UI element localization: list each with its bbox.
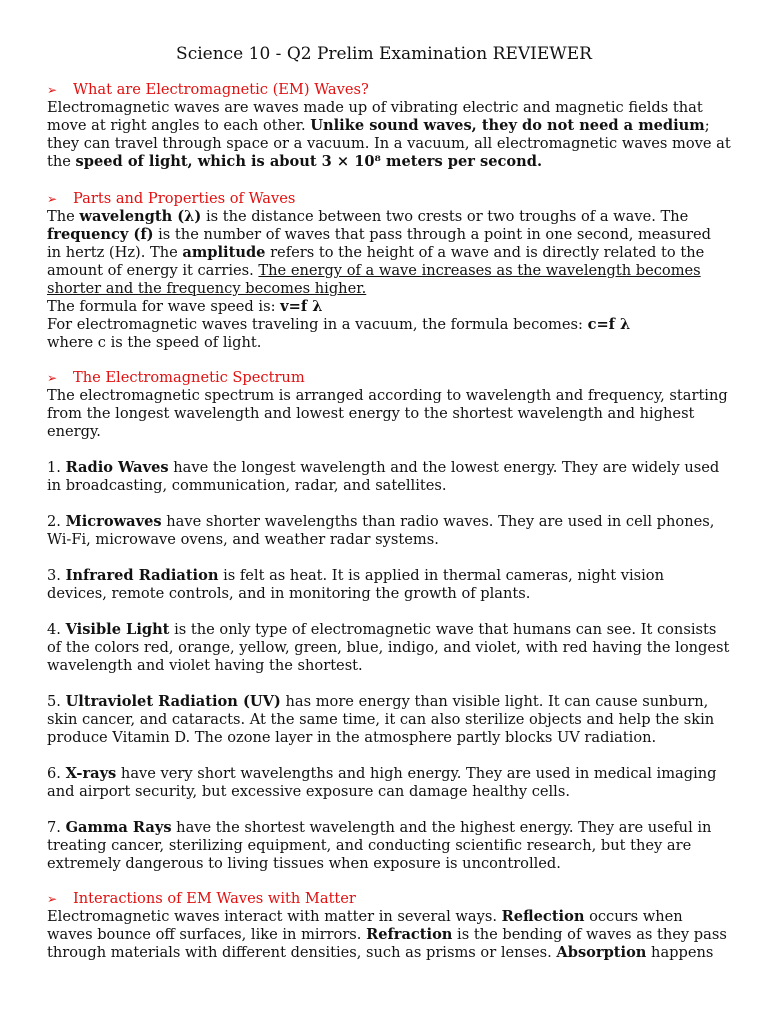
bold-text: frequency (f) (47, 226, 154, 243)
paragraph-line: of the colors red, orange, yellow, green, blue, indigo, and violet, with red having the longest (47, 639, 730, 656)
paragraph-line (47, 693, 737, 711)
paragraph-line (47, 459, 737, 477)
spectrum-item-infrared (47, 567, 737, 603)
text-run: has more energy than visible light. It can cause sunburn, (280, 693, 709, 710)
underlined-text: The energy of a wave increases as the wavelength becomes (258, 262, 701, 279)
section-heading (47, 81, 737, 99)
paragraph-line (47, 926, 737, 944)
spectrum-item-gamma (47, 819, 737, 873)
arrow-bullet-icon: ➢ (47, 892, 58, 906)
bold-term: Infrared Radiation (65, 567, 219, 584)
text-run: have shorter wavelengths than radio waves. They are used in cell phones, (161, 513, 715, 530)
paragraph-line: and airport security, but excessive exposure can damage healthy cells. (47, 783, 570, 800)
text-run: For electromagnetic waves traveling in a vacuum, the formula becomes: (47, 316, 588, 333)
spectrum-item-microwaves (47, 513, 737, 549)
section-heading-text: The Electromagnetic Spectrum (73, 369, 305, 386)
paragraph-line: in broadcasting, communication, radar, and satellites. (47, 477, 447, 494)
underlined-text: shorter and the frequency becomes higher. (47, 280, 367, 297)
section-heading (47, 190, 737, 208)
arrow-bullet-icon: ➢ (47, 83, 58, 97)
bold-text: wavelength (λ) (79, 208, 202, 225)
paragraph-line (47, 944, 737, 962)
spectrum-item-radio (47, 459, 737, 495)
item-number: 4. (47, 621, 66, 638)
text-run: through materials with different densities, such as prisms or lenses. (47, 944, 557, 961)
paragraph-line (47, 298, 737, 316)
bold-term: Reflection (501, 908, 585, 925)
bold-term: X-rays (65, 765, 117, 782)
paragraph-line (47, 819, 737, 837)
text-run: have the shortest wavelength and the highest energy. They are useful in (171, 819, 712, 836)
bold-text: speed of light, which is about 3 × 10⁸ meters per second. (75, 153, 543, 170)
section-interactions (47, 890, 737, 962)
text-run: amount of energy it carries. (47, 262, 259, 279)
text-run: waves bounce off surfaces, like in mirrors. (47, 926, 367, 943)
bold-term: Visible Light (65, 621, 170, 638)
text-run: is the distance between two crests or two troughs of a wave. The (201, 208, 689, 225)
paragraph-line: Electromagnetic waves are waves made up of vibrating electric and magnetic fields that (47, 99, 703, 116)
item-number: 1. (47, 459, 66, 476)
formula: c=f λ (587, 316, 631, 333)
item-number: 6. (47, 765, 66, 782)
bold-term: Absorption (556, 944, 647, 961)
formula: v=f λ (280, 298, 323, 315)
text-run: is the only type of electromagnetic wave that humans can see. It consists (169, 621, 717, 638)
text-run: have the longest wavelength and the lowest energy. They are widely used (168, 459, 720, 476)
paragraph-line (47, 153, 737, 171)
paragraph-line (47, 513, 737, 531)
paragraph-line (47, 208, 737, 226)
paragraph-line: skin cancer, and cataracts. At the same time, it can also sterilize objects and help the skin (47, 711, 715, 728)
paragraph-line (47, 908, 737, 926)
bold-term: Refraction (366, 926, 453, 943)
item-number: 5. (47, 693, 66, 710)
text-run: ; (704, 117, 710, 134)
section-heading (47, 890, 737, 908)
arrow-bullet-icon: ➢ (47, 371, 58, 385)
section-parts-properties (47, 190, 737, 352)
bold-term: Ultraviolet Radiation (UV) (65, 693, 281, 710)
text-run: is the number of waves that pass through a point in one second, measured (153, 226, 711, 243)
paragraph-line: The electromagnetic spectrum is arranged according to wavelength and frequency, starting (47, 387, 728, 404)
spectrum-item-ultraviolet (47, 693, 737, 747)
paragraph-line (47, 262, 737, 280)
spectrum-item-xrays (47, 765, 737, 801)
paragraph-line: where c is the speed of light. (47, 334, 262, 351)
text-run: is the bending of waves as they pass (452, 926, 727, 943)
paragraph-line: Wi-Fi, microwave ovens, and weather radar systems. (47, 531, 439, 548)
bold-text: Unlike sound waves, they do not need a medium (310, 117, 705, 134)
text-run: refers to the height of a wave and is directly related to the (265, 244, 705, 261)
text-run: occurs when (584, 908, 683, 925)
section-heading (47, 369, 737, 387)
paragraph-line: devices, remote controls, and in monitoring the growth of plants. (47, 585, 531, 602)
paragraph-line (47, 117, 737, 135)
text-run: happens (646, 944, 714, 961)
paragraph-line (47, 244, 737, 262)
spectrum-item-visible-light (47, 621, 737, 675)
item-number: 2. (47, 513, 66, 530)
paragraph-line: produce Vitamin D. The ozone layer in the atmosphere partly blocks UV radiation. (47, 729, 657, 746)
paragraph-line (47, 280, 737, 298)
text-run: The formula for wave speed is: (47, 298, 281, 315)
text-run: in hertz (Hz). The (47, 244, 183, 261)
paragraph-line (47, 316, 737, 334)
arrow-bullet-icon: ➢ (47, 192, 58, 206)
text-run: the (47, 153, 76, 170)
paragraph-line: extremely dangerous to living tissues when exposure is uncontrolled. (47, 855, 561, 872)
text-run: is felt as heat. It is applied in thermal cameras, night vision (218, 567, 664, 584)
text-run: move at right angles to each other. (47, 117, 311, 134)
paragraph-line: treating cancer, sterilizing equipment, and conducting scientific research, but they are (47, 837, 692, 854)
paragraph-line: energy. (47, 423, 101, 440)
section-heading-text: Interactions of EM Waves with Matter (73, 890, 356, 907)
bold-term: Radio Waves (65, 459, 169, 476)
section-em-waves (47, 81, 737, 171)
item-number: 7. (47, 819, 66, 836)
page-title: Science 10 - Q2 Prelim Examination REVIEWER (176, 44, 592, 64)
section-em-spectrum (47, 369, 737, 441)
text-run: The (47, 208, 80, 225)
text-run: Electromagnetic waves interact with matter in several ways. (47, 908, 502, 925)
paragraph-line (47, 765, 737, 783)
paragraph-line: wavelength and violet having the shortest. (47, 657, 363, 674)
paragraph-line: they can travel through space or a vacuum. In a vacuum, all electromagnetic waves move at (47, 135, 731, 152)
section-heading-text: What are Electromagnetic (EM) Waves? (73, 81, 369, 98)
bold-term: Microwaves (65, 513, 162, 530)
paragraph-line (47, 621, 737, 639)
paragraph-line: from the longest wavelength and lowest energy to the shortest wavelength and highest (47, 405, 695, 422)
text-run: have very short wavelengths and high energy. They are used in medical imaging (116, 765, 717, 782)
bold-term: Gamma Rays (65, 819, 172, 836)
item-number: 3. (47, 567, 66, 584)
paragraph-line (47, 226, 737, 244)
bold-text: amplitude (182, 244, 266, 261)
section-heading-text: Parts and Properties of Waves (73, 190, 296, 207)
paragraph-line (47, 567, 737, 585)
